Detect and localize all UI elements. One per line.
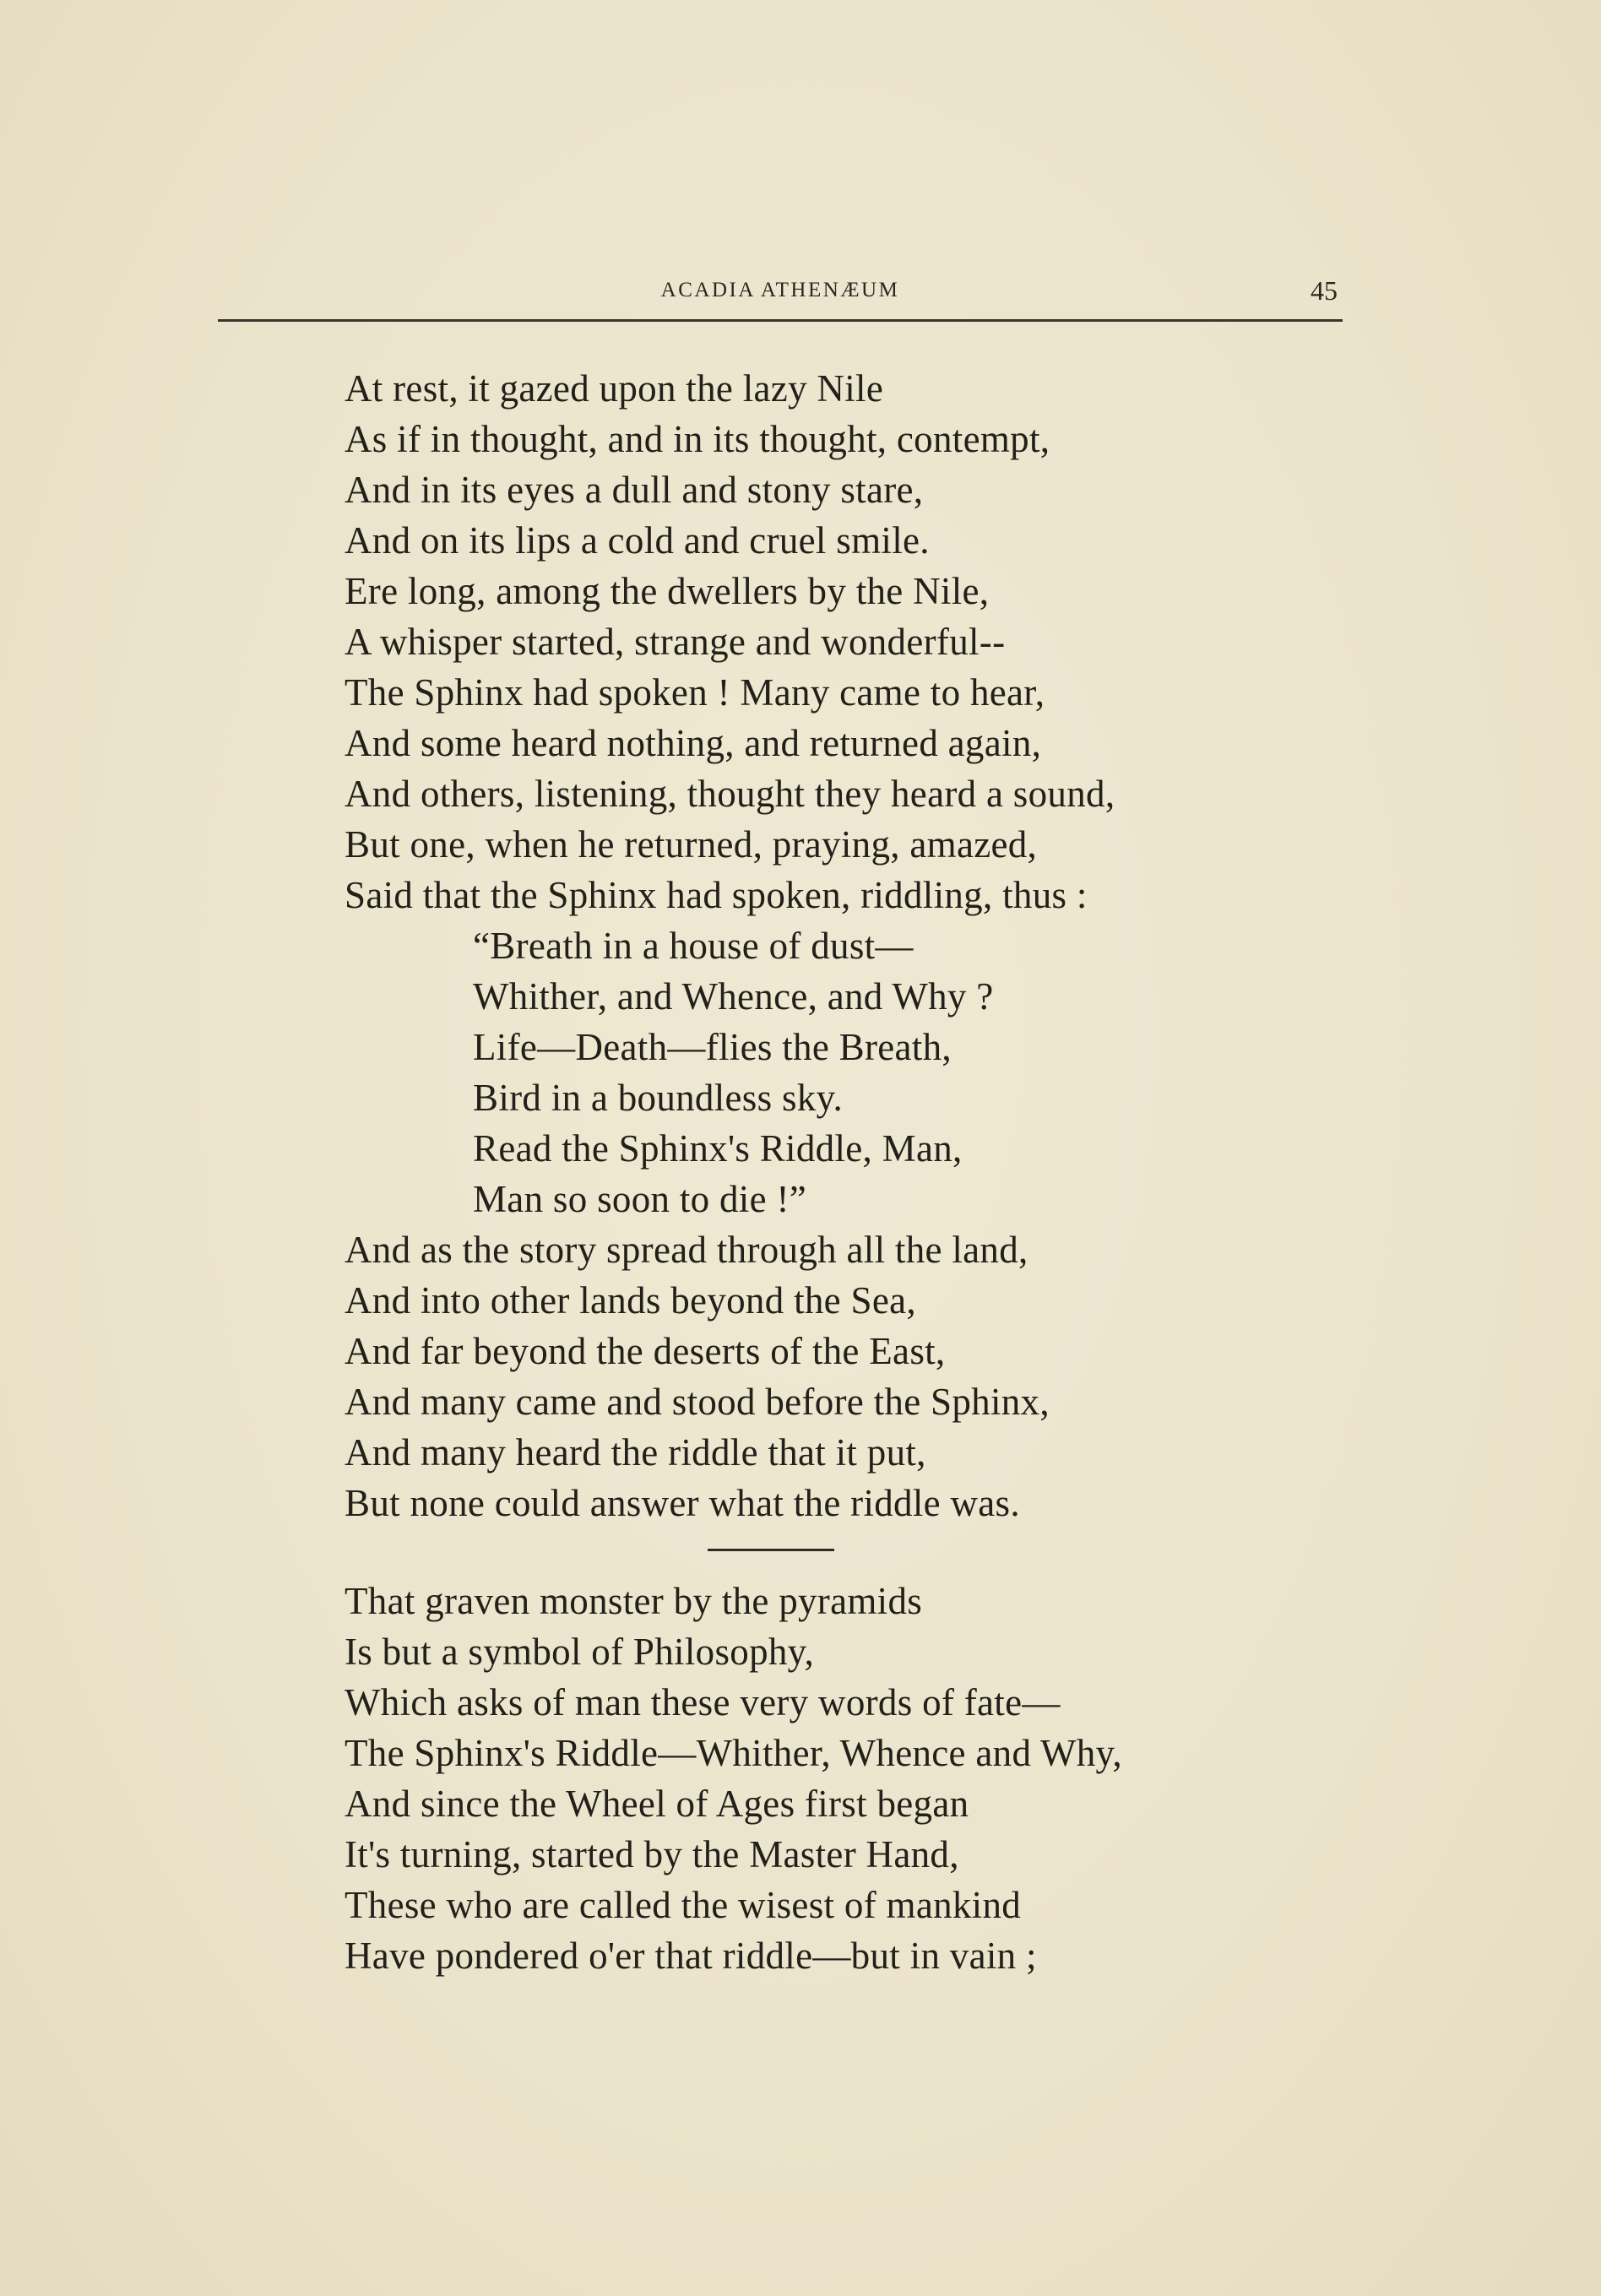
riddle-line: Man so soon to die !” (473, 1178, 806, 1220)
verse-line: It's turning, started by the Master Hand, (345, 1833, 959, 1875)
riddle-line: “Breath in a house of dust— (473, 925, 914, 967)
verse-line: Have pondered o'er that riddle—but in vain ; (345, 1935, 1037, 1977)
verse-line: Is but a symbol of Philosophy, (345, 1631, 815, 1673)
verse-line: That graven monster by the pyramids (345, 1580, 923, 1622)
verse-line: Said that the Sphinx had spoken, riddling, thus : (345, 874, 1088, 916)
verse-line: At rest, it gazed upon the lazy Nile (345, 367, 884, 410)
verse-line: And in its eyes a dull and stony stare, (345, 469, 924, 511)
page-number: 45 (1311, 275, 1338, 306)
verse-line: These who are called the wisest of mankind (345, 1884, 1022, 1926)
verse-line: But one, when he returned, praying, amazed, (345, 823, 1038, 866)
riddle-line: Bird in a boundless sky. (473, 1077, 844, 1119)
running-head (218, 275, 1343, 312)
verse-line: Ere long, among the dwellers by the Nile, (345, 570, 990, 612)
verse-line: As if in thought, and in its thought, contempt, (345, 418, 1050, 460)
verse-line: And as the story spread through all the land, (345, 1229, 1028, 1271)
section-divider (708, 1549, 834, 1551)
verse-line: And on its lips a cold and cruel smile. (345, 519, 930, 562)
riddle-line: Life—Death—flies the Breath, (473, 1026, 952, 1068)
stanza-2 (345, 1576, 1122, 1981)
riddle-line: Whither, and Whence, and Why ? (473, 975, 994, 1018)
verse-line: Which asks of man these very words of fate— (345, 1681, 1061, 1723)
verse-line: And many came and stood before the Sphinx, (345, 1381, 1050, 1423)
riddle-line: Read the Sphinx's Riddle, Man, (473, 1127, 963, 1170)
verse-line: And many heard the riddle that it put, (345, 1431, 926, 1474)
verse-line: But none could answer what the riddle was. (345, 1482, 1020, 1524)
verse-line: The Sphinx's Riddle—Whither, Whence and Why, (345, 1732, 1122, 1774)
header-rule (218, 319, 1343, 322)
verse-line: A whisper started, strange and wonderful-- (345, 621, 1006, 663)
running-title: ACADIA ATHENÆUM (660, 279, 900, 301)
verse-line: And others, listening, thought they heard a sound, (345, 773, 1115, 815)
verse-line: And since the Wheel of Ages first began (345, 1783, 969, 1825)
verse-line: The Sphinx had spoken ! Many came to hear, (345, 671, 1045, 714)
verse-line: And far beyond the deserts of the East, (345, 1330, 946, 1372)
stanza-1 (345, 363, 1115, 1528)
verse-line: And into other lands beyond the Sea, (345, 1279, 916, 1322)
verse-line: And some heard nothing, and returned again, (345, 722, 1042, 764)
